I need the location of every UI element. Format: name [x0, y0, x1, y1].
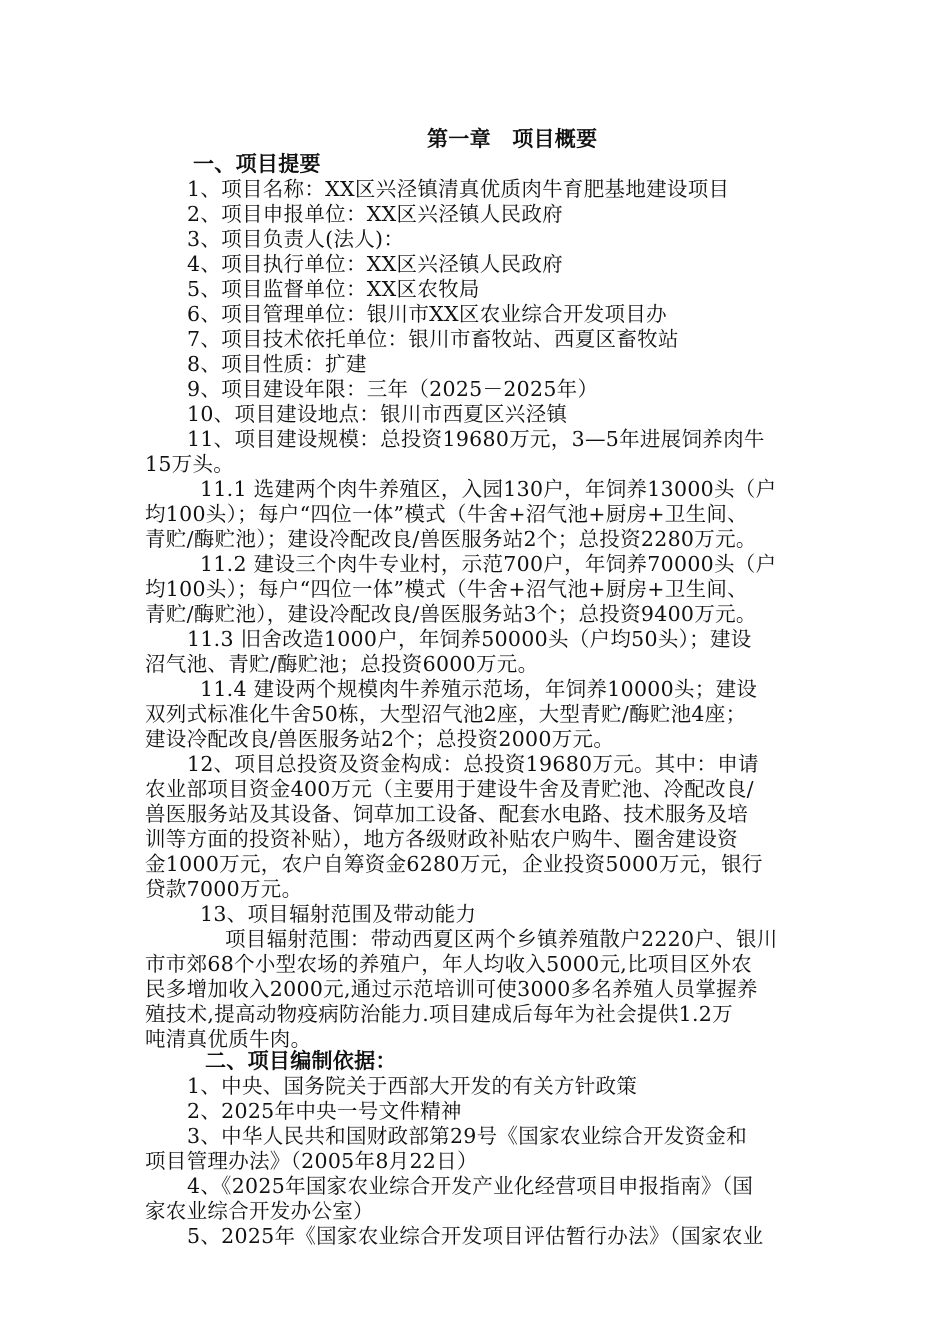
item-3: 3、项目负责人(法人)：: [187, 227, 405, 251]
basis-item-2: 2、2025年中央一号文件精神: [187, 1099, 462, 1123]
item-10: 10、项目建设地点：银川市西夏区兴泾镇: [187, 402, 568, 426]
basis-item-1: 1、中央、国务院关于西部大开发的有关方针政策: [187, 1074, 638, 1098]
item-13-heading: 13、项目辐射范围及带动能力: [200, 902, 477, 926]
basis-item-5: 5、2025年《国家农业综合开发项目评估暂行办法》（国家农业: [187, 1224, 764, 1248]
basis-item-3-line-2: 项目管理办法》（2005年8月22日）: [145, 1149, 478, 1173]
item-11-1-line-1: 11.1 选建两个肉牛养殖区，入园130户，年饲养13000头（户: [200, 477, 777, 501]
item-11-4-line-2: 双列式标准化牛舍50栋，大型沼气池2座，大型青贮/酶贮池4座；: [145, 702, 747, 726]
item-11-3-line-2: 沼气池、青贮/酶贮池；总投资6000万元。: [145, 652, 539, 676]
item-13-body-line-2: 市市郊68个小型农场的养殖户，年人均收入5000元,比项目区外农: [145, 952, 752, 976]
item-11-1-line-3: 青贮/酶贮池）；建设冷配改良/兽医服务站2个；总投资2280万元。: [145, 527, 757, 551]
item-2: 2、项目申报单位：XX区兴泾镇人民政府: [187, 202, 563, 226]
item-8: 8、项目性质：扩建: [187, 352, 367, 376]
item-13-body-line-1: 项目辐射范围：带动西夏区两个乡镇养殖散户2220户、银川: [225, 927, 778, 951]
item-13-body-line-5: 吨清真优质牛肉。: [145, 1027, 312, 1051]
item-12-line-1: 12、项目总投资及资金构成：总投资19680万元。其中：申请: [187, 752, 759, 776]
basis-item-3-line-1: 3、中华人民共和国财政部第29号《国家农业综合开发资金和: [187, 1124, 748, 1148]
item-13-body-line-3: 民多增加收入2000元,通过示范培训可使3000多名养殖人员掌握养: [145, 977, 758, 1001]
item-12-line-5: 金1000万元，农户自筹资金6280万元，企业投资5000万元，银行: [145, 852, 763, 876]
item-12-line-4: 训等方面的投资补贴），地方各级财政补贴农户购牛、圈舍建设资: [145, 827, 738, 851]
item-12-line-3: 兽医服务站及其设备、饲草加工设备、配套水电路、技术服务及培: [145, 802, 749, 826]
item-11-2-line-1: 11.2 建设三个肉牛专业村，示范700户，年饲养70000头（户: [200, 552, 777, 576]
item-13-body-line-4: 殖技术,提高动物疫病防治能力.项目建成后每年为社会提供1.2万: [145, 1002, 733, 1026]
item-12-line-2: 农业部项目资金400万元（主要用于建设牛舍及青贮池、冷配改良/: [145, 777, 754, 801]
item-11-line-1: 11、项目建设规模：总投资19680万元，3—5年进展饲养肉牛: [187, 427, 765, 451]
item-11-line-2: 15万头。: [145, 452, 235, 476]
item-11-3-line-1: 11.3 旧舍改造1000户，年饲养50000头（户均50头）；建设: [187, 627, 752, 651]
section-heading-summary: 一、项目提要: [193, 151, 321, 176]
item-11-4-line-3: 建设冷配改良/兽医服务站2个；总投资2000万元。: [145, 727, 615, 751]
item-6: 6、项目管理单位：银川市XX区农业综合开发项目办: [187, 302, 667, 326]
item-4: 4、项目执行单位：XX区兴泾镇人民政府: [187, 252, 563, 276]
item-11-1-line-2: 均100头）；每户“四位一体”模式（牛舍+沼气池+厨房+卫生间、: [145, 502, 748, 526]
basis-item-4-line-2: 家农业综合开发办公室）: [145, 1199, 374, 1223]
chapter-title: 第一章 项目概要: [427, 126, 598, 151]
basis-item-4-line-1: 4、《2025年国家农业综合开发产业化经营项目申报指南》（国: [187, 1174, 754, 1198]
item-1: 1、项目名称：XX区兴泾镇清真优质肉牛育肥基地建设项目: [187, 177, 730, 201]
item-7: 7、项目技术依托单位：银川市畜牧站、西夏区畜牧站: [187, 327, 679, 351]
item-12-line-6: 贷款7000万元。: [145, 877, 303, 901]
item-5: 5、项目监督单位：XX区农牧局: [187, 277, 480, 301]
item-11-4-line-1: 11.4 建设两个规模肉牛养殖示范场，年饲养10000头；建设: [200, 677, 758, 701]
section-heading-basis: 二、项目编制依据：: [205, 1048, 397, 1073]
item-11-2-line-3: 青贮/酶贮池），建设冷配改良/兽医服务站3个；总投资9400万元。: [145, 602, 757, 626]
item-11-2-line-2: 均100头）；每户“四位一体”模式（牛舍+沼气池+厨房+卫生间、: [145, 577, 748, 601]
item-9: 9、项目建设年限：三年（2025－2025年）: [187, 377, 599, 401]
